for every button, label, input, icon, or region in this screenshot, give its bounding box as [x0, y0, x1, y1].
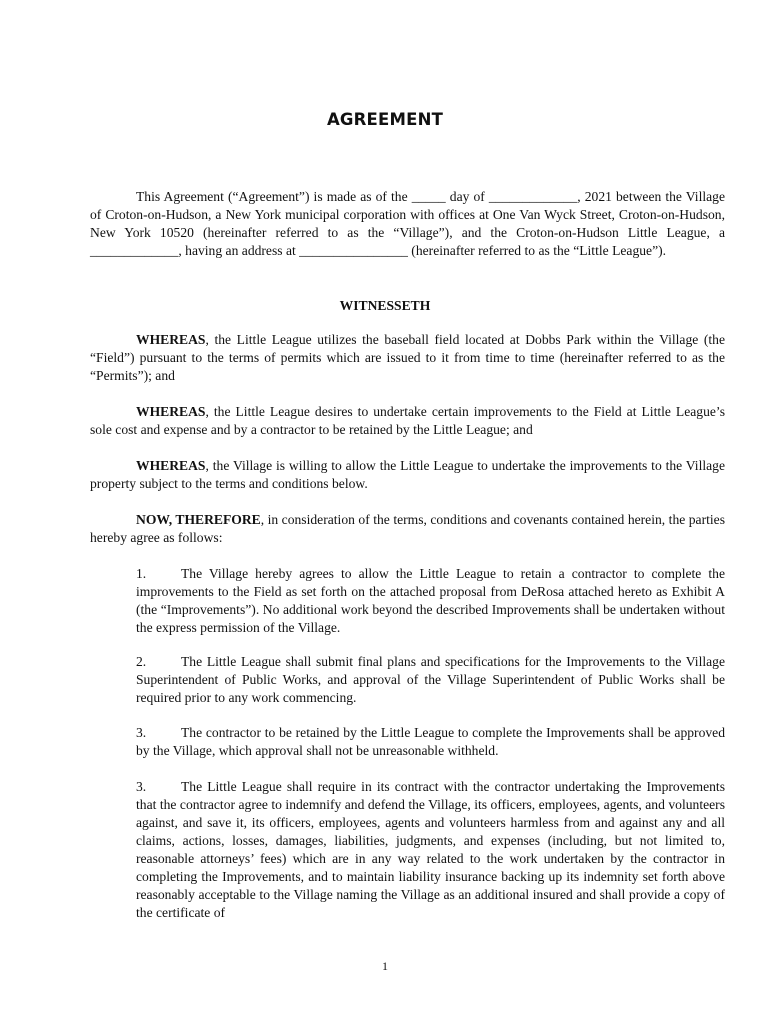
- now-therefore-paragraph: [90, 511, 725, 547]
- clause-text: The Village hereby agrees to allow the Little League to retain a contractor to complete the improvements to the Field as set forth on the attached proposal from DeRosa attached hereto as Exhibit A (the “Improvements”). No additional work beyond the described Improvements shall be undertaken without the express permission of the Village.: [136, 566, 725, 635]
- whereas-paragraph-1: [90, 331, 725, 385]
- whereas-lead: WHEREAS: [136, 332, 206, 347]
- witnesseth-heading: WITNESSETH: [339, 298, 431, 313]
- whereas-paragraph-3: [90, 457, 725, 493]
- page-number: 1: [382, 959, 388, 973]
- clause-text: The contractor to be retained by the Little League to complete the Improvements shall be approved by the Village, which approval shall not be unreasonable withheld.: [136, 725, 725, 758]
- clause-item: [136, 653, 725, 707]
- clause-item: [136, 724, 725, 760]
- whereas-text: , the Little League utilizes the baseball field located at Dobbs Park within the Village (the “Field”) pursuant to the terms of permits which are issued to it from time to time (hereinafter referred to as the “Permits”); and: [90, 332, 725, 383]
- whereas-text: , the Village is willing to allow the Little League to undertake the improvements to the Village property subject to the terms and conditions below.: [90, 458, 725, 491]
- whereas-lead: WHEREAS: [136, 404, 206, 419]
- clause-item: [136, 565, 725, 637]
- clause-item: [136, 778, 725, 922]
- whereas-lead: WHEREAS: [136, 458, 206, 473]
- whereas-text: , the Little League desires to undertake certain improvements to the Field at Little League’s sole cost and expense and by a contractor to be retained by the Little League; and: [90, 404, 725, 437]
- clause-text: The Little League shall require in its contract with the contractor undertaking the Improvements that the contractor agree to indemnify and defend the Village, its officers, employees, agents, and volunteers against, and save it, its officers, employees, agents and volunteers harmless from and against any and all claims, actions, losses, damages, liabilities, judgments, and expenses (including, but not limited to, reasonable attorneys’ fees) which are in any way related to the work undertaken by the contractor in completing the Improvements, and to maintain liability insurance backing up its indemnity set forth above reasonably acceptable to the Village naming the Village as an additional insured and shall provide a copy of the certificate of: [136, 779, 725, 920]
- now-therefore-lead: NOW, THEREFORE: [136, 512, 261, 527]
- whereas-paragraph-2: [90, 403, 725, 439]
- document-title: AGREEMENT: [326, 110, 444, 129]
- clause-number: 1.: [136, 566, 147, 581]
- clause-number: 2.: [136, 654, 147, 669]
- clause-number: 3.: [136, 725, 147, 740]
- clause-text: The Little League shall submit final plans and specifications for the Improvements to the Village Superintendent of Public Works, and approval of the Village Superintendent of Public Works shall be required prior to any work commencing.: [136, 654, 725, 705]
- intro-paragraph: This Agreement (“Agreement”) is made as of the _____ day of _____________, 2021 between the Village of Croton-on-Hudson, a New York municipal corporation with offices at One Van Wyck Street, Croton-on-Hudson, New York 10520 (hereinafter referred to as the “Village”), and the Croton-on-Hudson Little League, a _____________, having an address at ________________ (hereinafter referred to as the “Little League”).: [90, 189, 725, 258]
- now-therefore-text: , in consideration of the terms, conditions and covenants contained herein, the parties hereby agree as follows:: [90, 512, 725, 545]
- clause-number: 3.: [136, 779, 147, 794]
